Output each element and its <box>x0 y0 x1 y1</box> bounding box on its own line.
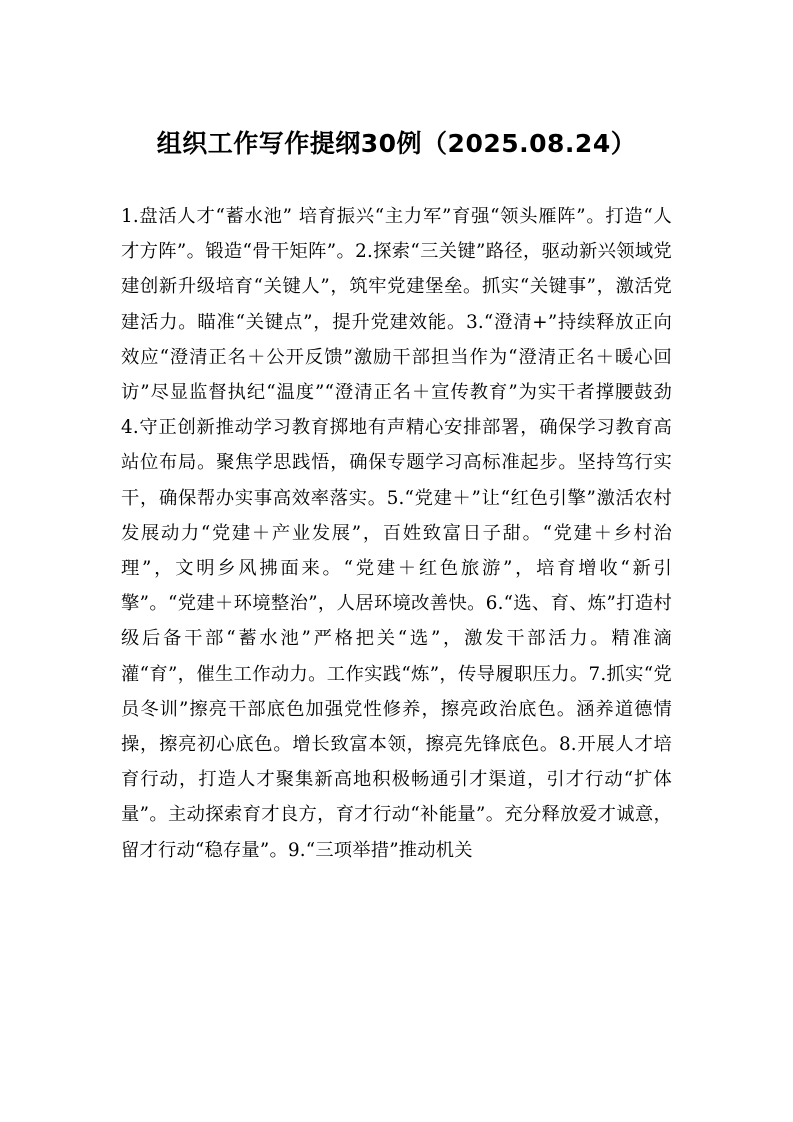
document-title: 组织工作写作提纲30例（2025.08.24） <box>156 129 637 158</box>
document-body: 1.盘活人才“蓄水池” 培育振兴“主力军”育强“领头雁阵”。打造“人才方阵”。锻造“骨干矩阵”。2.探索“三关键”路径，驱动新兴领域党建创新升级培育“关键人”，筑牢党建堡垒。抓实“关键事”，激活党建活力。瞄准“关键点”，提升党建效能。3.“澄清+”持续释放正向效应“澄清正名＋公开反馈”激励干部担当作为“澄清正名＋暖心回访”尽显监督执纪“温度”“澄清正名＋宣传教育”为实干者撑腰鼓劲 4.守正创新推动学习教育掷地有声精心安排部署，确保学习教育高站位布局。聚焦学思践悟，确保专题学习高标准起步。坚持笃行实干，确保帮办实事高效率落实。5.“党建＋”让“红色引擎”激活农村发展动力“党建＋产业发展”，百姓致富日子甜。“党建＋乡村治理”，文明乡风拂面来。“党建＋红色旅游”，培育增收“新引擎”。“党建＋环境整治”，人居环境改善快。6.“选、育、炼”打造村级后备干部“蓄水池”严格把关“选”，激发干部活力。精准滴灌“育”，催生工作动力。工作实践“炼”，传导履职压力。7.抓实“党员冬训”擦亮干部底色加强党性修养，擦亮政治底色。涵养道德情操，擦亮初心底色。增长致富本领，擦亮先锋底色。8.开展人才培育行动，打造人才聚集新高地积极畅通引才渠道，引才行动“扩体量”。主动探索育才良方，育才行动“补能量”。充分释放爱才诚意，留才行动“稳存量”。9.“三项举措”推动机关 <box>121 206 672 861</box>
